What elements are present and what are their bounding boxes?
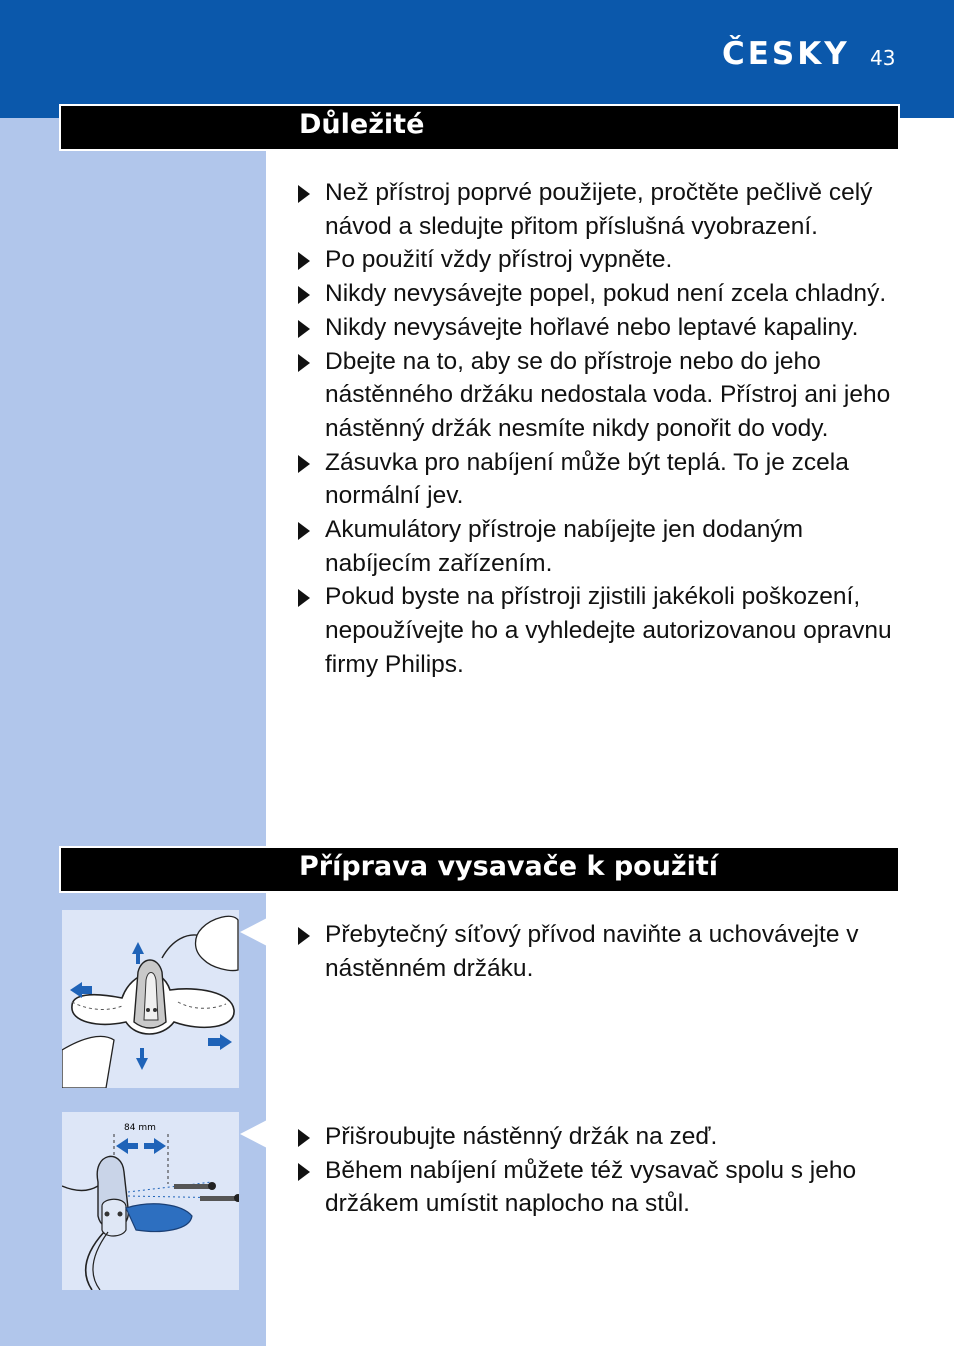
bullet-arrow-icon — [298, 320, 310, 338]
bullet-arrow-icon — [298, 455, 310, 473]
list-item — [298, 513, 908, 580]
bullet-arrow-icon — [298, 927, 310, 945]
list-item-text: Akumulátory přístroje nabíjejte jen dodaným nabíjecím zařízením. — [325, 516, 804, 577]
bullet-arrow-icon — [298, 1129, 310, 1147]
list-item — [298, 311, 908, 345]
language-label: ČESKY — [722, 36, 850, 72]
list-item-text: Přebytečný síťový přívod naviňte a uchovávejte v nástěnném držáku. — [325, 921, 859, 982]
list-item — [298, 580, 908, 681]
list-item — [298, 918, 908, 985]
list-item-text: Dbejte na to, aby se do přístroje nebo do jeho nástěnného držáku nedostala voda. Přístroj ani jeho nástěnný držák nesmíte nikdy ponořit do vody. — [325, 347, 891, 442]
figure-pointer — [240, 918, 267, 946]
bullet-arrow-icon — [298, 522, 310, 540]
section-heading-important — [61, 106, 898, 149]
list-item-text: Nikdy nevysávejte hořlavé nebo leptavé kapaliny. — [325, 313, 859, 341]
bullet-arrow-icon — [298, 589, 310, 607]
bullet-arrow-icon — [298, 252, 310, 270]
list-item-text: Přišroubujte nástěnný držák na zeď. — [325, 1123, 718, 1150]
wall-mount-illustration — [62, 1112, 239, 1290]
list-item-text: Než přístroj poprvé použijete, pročtěte pečlivě celý návod a sledujte přitom příslušná vyobrazení. — [325, 179, 873, 240]
figure-pointer — [240, 1120, 267, 1148]
list-item — [298, 1154, 908, 1221]
list-item — [298, 446, 908, 513]
bullet-arrow-icon — [298, 286, 310, 304]
list-item — [298, 345, 908, 446]
bullet-arrow-icon — [298, 354, 310, 372]
list-item-text: Zásuvka pro nabíjení může být teplá. To je zcela normální jev. — [325, 448, 849, 510]
section-title: Příprava vysavače k použití — [299, 851, 719, 882]
important-list — [298, 176, 908, 682]
preparation-step1-list — [298, 918, 908, 985]
list-item — [298, 176, 908, 243]
list-item — [298, 243, 908, 277]
bullet-arrow-icon — [298, 185, 310, 203]
cord-winding-illustration — [62, 910, 239, 1088]
list-item-text: Během nabíjení můžete též vysavač spolu s jeho držákem umístit naplocho na stůl. — [325, 1156, 857, 1218]
list-item — [298, 1120, 908, 1154]
list-item-text: Po použití vždy přístroj vypněte. — [325, 246, 673, 274]
page-number: 43 — [870, 46, 896, 70]
list-item-text: Pokud byste na přístroji zjistili jakékoli poškození, nepoužívejte ho a vyhledejte autorizovanou opravnu firmy Philips. — [325, 583, 892, 678]
list-item — [298, 277, 908, 311]
preparation-step2-list — [298, 1120, 908, 1221]
section-heading-preparation — [61, 848, 898, 891]
section-title: Důležité — [299, 109, 425, 140]
list-item-text: Nikdy nevysávejte popel, pokud není zcela chladný. — [325, 280, 887, 308]
dimension-label: 84 mm — [124, 1123, 156, 1133]
bullet-arrow-icon — [298, 1163, 310, 1181]
